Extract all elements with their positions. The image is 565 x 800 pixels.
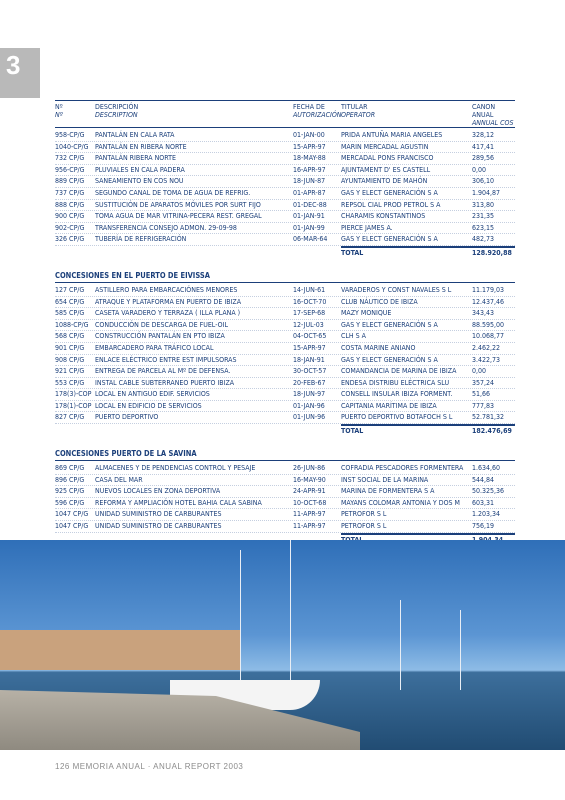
date-cell: 01-APR-87 (293, 188, 326, 197)
table-sections (55, 130, 515, 545)
table-row (55, 165, 515, 177)
concession-number: 326 CP/G (55, 235, 85, 244)
description-cell: PANTALÁN EN CALA RATA (95, 131, 175, 139)
date-cell: 18-JUN-87 (293, 177, 326, 186)
description-cell: PANTALÁN EN RIBERA NORTE (95, 142, 187, 151)
table-row (55, 285, 515, 297)
date-cell: 14-JUN-61 (293, 285, 326, 294)
description-cell: TRANSFERENCIA CONSEJO ADMON. 29-09-98 (95, 223, 237, 232)
date-cell: 18-JAN-91 (293, 355, 325, 364)
amount-cell: 777,83 (472, 401, 495, 410)
concession-number: 827 CP/G (55, 413, 85, 422)
table-row (55, 389, 515, 401)
operator-cell: CLH S A (341, 332, 366, 341)
date-cell: 30-OCT-57 (293, 367, 327, 376)
concession-number: 585 CP/G (55, 309, 85, 318)
date-cell: 18-JUN-97 (293, 390, 326, 399)
description-cell: CASA DEL MAR (95, 475, 143, 484)
operator-cell: AJUNTAMENT D' ES CASTELL (341, 165, 431, 174)
amount-cell: 357,24 (472, 378, 495, 387)
concession-number: 896 CP/G (55, 475, 85, 484)
table-row (55, 188, 515, 200)
operator-cell: CONSELL INSULAR IBIZA FORMENT. (341, 390, 453, 399)
description-cell: LOCAL EN ANTIGUO EDIF. SERVICIOS (95, 390, 210, 399)
buildings-shape (0, 630, 240, 670)
amount-cell: 3.422,73 (472, 355, 501, 364)
operator-cell: MARIN MERCADAL AGUSTIN (341, 142, 429, 151)
description-cell: CASETA VARADERO Y TERRAZA ( ILLA PLANA ) (95, 309, 241, 318)
operator-cell: COMANDANCIA DE MARINA DE IBIZA (341, 367, 457, 376)
concession-number: 596 CP/G (55, 498, 85, 507)
concession-number: 178(1)-COP (55, 401, 92, 410)
amount-cell: 2.462,22 (472, 343, 501, 352)
date-cell: 04-OCT-65 (293, 332, 327, 341)
date-cell: 18-MAY-88 (293, 154, 326, 163)
concession-number: 888 CP/G (55, 200, 85, 209)
concession-number: 902-CP/G (55, 223, 85, 232)
operator-cell: PIERCE JAMES A. (341, 223, 393, 232)
date-cell: 12-JUL-03 (293, 320, 324, 329)
total-value: 182.476,69 (472, 427, 512, 436)
section-number: 3 (6, 50, 21, 80)
concession-number: 1088-CP/G (55, 320, 89, 329)
description-cell: ENTREGA DE PARCELA AL Mº DE DEFENSA. (95, 367, 231, 376)
concession-number: 889 CP/G (55, 177, 85, 186)
section-rows (55, 130, 515, 246)
concession-number: 127 CP/G (55, 285, 85, 294)
table-row (55, 412, 515, 424)
amount-cell: 231,35 (472, 212, 495, 221)
header-description: DESCRIPCIÓN DESCRIPTION (95, 103, 139, 119)
date-cell: 16-MAY-90 (293, 475, 326, 484)
concession-number: 732 CP/G (55, 154, 85, 163)
concession-number: 568 CP/G (55, 332, 85, 341)
description-cell: EMBARCADERO PARA TRÁFICO LOCAL (95, 343, 214, 352)
amount-cell: 10.068,77 (472, 332, 505, 341)
description-cell: CONDUCCIÓN DE DESCARGA DE FUEL-OIL (95, 320, 228, 329)
amount-cell: 756,19 (472, 522, 495, 531)
table-row (55, 509, 515, 521)
concession-number: 553 CP/G (55, 378, 85, 387)
amount-cell: 11.179,03 (472, 285, 505, 294)
concession-number: 958-CP/G (55, 131, 85, 139)
table-row (55, 200, 515, 212)
concession-number: 908 CP/G (55, 355, 85, 364)
concession-number: 921 CP/G (55, 367, 85, 376)
description-cell: NUEVOS LOCALES EN ZONA DEPORTIVA (95, 487, 221, 496)
date-cell: 16-APR-97 (293, 165, 326, 174)
date-cell: 26-JUN-86 (293, 464, 326, 473)
table-row (55, 223, 515, 235)
section-number-tab (0, 48, 40, 98)
table-row (55, 130, 515, 142)
table-row (55, 176, 515, 188)
operator-cell: MAZY MONIQUE (341, 309, 392, 318)
amount-cell: 417,41 (472, 142, 495, 151)
concession-number: 654 CP/G (55, 297, 85, 306)
operator-cell: ENDESA DISTRIBU ELÉCTRICA SLU (341, 378, 450, 387)
amount-cell: 52.781,32 (472, 413, 505, 422)
date-cell: 10-OCT-68 (293, 498, 327, 507)
mast-shape (400, 600, 401, 690)
table-row (55, 486, 515, 498)
operator-cell: COFRADIA PESCADORES FORMENTERA (341, 464, 464, 473)
description-cell: PLUVIALES EN CALA PADERA (95, 165, 185, 174)
operator-cell: REPSOL CIAL PROD PETROL S A (341, 200, 441, 209)
table-header (55, 100, 515, 128)
amount-cell: 289,56 (472, 154, 495, 163)
date-cell: 20-FEB-67 (293, 378, 326, 387)
description-cell: PANTALÁN RIBERA NORTE (95, 154, 176, 163)
amount-cell: 544,84 (472, 475, 495, 484)
date-cell: 16-OCT-70 (293, 297, 327, 306)
table-row (55, 343, 515, 355)
description-cell: TOMA AGUA DE MAR VITRINA-PECERA REST. GREGAL (95, 212, 262, 221)
date-cell: 01-JAN-99 (293, 223, 325, 232)
description-cell: ATRAQUE Y PLATAFORMA EN PUERTO DE IBIZA (95, 297, 242, 306)
amount-cell: 50.325,36 (472, 487, 505, 496)
table-row (55, 234, 515, 246)
amount-cell: 0,00 (472, 367, 487, 376)
operator-cell: CAPITANIA MARÍTIMA DE IBIZA (341, 401, 437, 410)
mast-shape (240, 550, 241, 690)
concession-number: 901 CP/G (55, 343, 85, 352)
total-value: 128.920,88 (472, 248, 512, 257)
table-row (55, 498, 515, 510)
operator-cell: PETROFOR S L (341, 522, 387, 531)
date-cell: 01-JAN-91 (293, 212, 325, 221)
table-row (55, 475, 515, 487)
table-row (55, 355, 515, 367)
description-cell: ASTILLERO PARA EMBARCACIÓNES MENORES (95, 285, 238, 294)
date-cell: 15-APR-97 (293, 343, 326, 352)
operator-cell: PETROFOR S L (341, 510, 387, 519)
date-cell: 11-APR-97 (293, 510, 326, 519)
total-label: TOTAL (341, 248, 364, 257)
table-row (55, 366, 515, 378)
marina-photo (0, 540, 565, 750)
amount-cell: 1.203,34 (472, 510, 501, 519)
table-row (55, 378, 515, 390)
concession-number: 737 CP/G (55, 188, 85, 197)
amount-cell: 12.437,46 (472, 297, 505, 306)
operator-cell: COSTA MARINE ANIANO (341, 343, 416, 352)
concession-number: 1047 CP/G (55, 510, 89, 519)
description-cell: ALMACENES Y DE PENDENCIAS CONTROL Y PESAJE (95, 464, 256, 473)
mast-shape (290, 540, 291, 690)
table-row (55, 320, 515, 332)
description-cell: ENLACE ELÉCTRICO ENTRE EST IMPULSORAS (95, 355, 237, 364)
date-cell: 01-JAN-96 (293, 401, 325, 410)
concession-number: 1040-CP/G (55, 142, 89, 151)
date-cell: 01-JUN-96 (293, 413, 326, 422)
operator-cell: GAS Y ELECT GENERACIÓN S A (341, 320, 438, 329)
total-label: TOTAL (341, 427, 364, 436)
amount-cell: 0,00 (472, 165, 487, 174)
table-row (55, 401, 515, 413)
amount-cell: 328,12 (472, 131, 495, 139)
table-row (55, 153, 515, 165)
description-cell: SANEAMIENTO EN COS NOU (95, 177, 184, 186)
section-rows (55, 463, 515, 533)
amount-cell: 343,43 (472, 309, 495, 318)
section-title: CONCESIONES EN EL PUERTO DE EIVISSA (55, 270, 515, 283)
description-cell: SEGUNDO CANAL DE TOMA DE AGUA DE REFRIG. (95, 188, 251, 197)
table-row (55, 308, 515, 320)
amount-cell: 313,80 (472, 200, 495, 209)
date-cell: 15-APR-97 (293, 142, 326, 151)
operator-cell: MERCADAL PONS FRANCISCO (341, 154, 434, 163)
header-no: Nº Nº (55, 103, 63, 119)
operator-cell: GAS Y ELECT GENERACIÓN S A (341, 235, 438, 244)
concession-number: 900 CP/G (55, 212, 85, 221)
date-cell: 11-APR-97 (293, 522, 326, 531)
concession-number: 178(3)-COP (55, 390, 92, 399)
date-cell: 01-JAN-00 (293, 131, 325, 139)
section-title: CONCESIONES PUERTO DE LA SAVINA (55, 448, 515, 461)
operator-cell: GAS Y ELECT GENERACIÓN S A (341, 355, 438, 364)
table-row (55, 211, 515, 223)
description-cell: UNIDAD SUMINISTRO DE CARBURANTES (95, 522, 222, 531)
operator-cell: VARADEROS Y CONST NAVALES S L (341, 285, 452, 294)
table-row (55, 521, 515, 533)
date-cell: 17-SEP-68 (293, 309, 326, 318)
header-date: FECHA DE AUTORIZACIÓN (293, 103, 342, 119)
operator-cell: MARINA DE FORMENTERA S A (341, 487, 435, 496)
description-cell: SUSTITUCIÓN DE APARATOS MÓVILES POR SURT FIJO (95, 200, 261, 209)
amount-cell: 306,10 (472, 177, 495, 186)
mast-shape (460, 610, 461, 690)
header-canon: CANON ANUAL ANNUAL COS (472, 103, 514, 127)
description-cell: TUBERÍA DE REFRIGERACIÓN (95, 235, 187, 244)
description-cell: REFORMA Y AMPLIACIÓN HOTEL BAHIA CALA SABINA (95, 498, 262, 507)
amount-cell: 482,73 (472, 235, 495, 244)
operator-cell: MAYANS COLOMAR ANTONIA Y DOS M (341, 498, 460, 507)
concession-number: 925 CP/G (55, 487, 85, 496)
operator-cell: PRIDA ANTUÑA MARIA ANGELES (341, 131, 443, 139)
total-row (55, 246, 515, 258)
table-row (55, 463, 515, 475)
date-cell: 06-MAR-64 (293, 235, 328, 244)
total-row (55, 424, 515, 436)
amount-cell: 1.904,87 (472, 188, 501, 197)
operator-cell: PUERTO DEPORTIVO BOTAFOCH S L (341, 413, 453, 422)
concession-number: 869 CP/G (55, 464, 85, 473)
amount-cell: 51,66 (472, 390, 491, 399)
amount-cell: 88.595,00 (472, 320, 505, 329)
table-row (55, 331, 515, 343)
page-footer: 126 MEMORIA ANUAL · ANUAL REPORT 2003 (55, 762, 244, 771)
description-cell: CONSTRUCCIÓN PANTALÁN EN PTO IBIZA (95, 332, 225, 341)
description-cell: UNIDAD SUMINISTRO DE CARBURANTES (95, 510, 222, 519)
description-cell: LOCAL EN EDIFICIO DE SERVICIOS (95, 401, 202, 410)
concession-number: 1047 CP/G (55, 522, 89, 531)
table-row (55, 142, 515, 154)
description-cell: PUERTO DEPORTIVO (95, 413, 159, 422)
amount-cell: 1.634,60 (472, 464, 501, 473)
operator-cell: AYUNTAMIENTO DE MAHÓN (341, 177, 428, 186)
operator-cell: CHARAMIS KONSTANTINOS (341, 212, 426, 221)
section-rows (55, 285, 515, 424)
operator-cell: CLUB NÁUTICO DE IBIZA (341, 297, 418, 306)
amount-cell: 623,15 (472, 223, 495, 232)
operator-cell: INST SOCIAL DE LA MARINA (341, 475, 429, 484)
table-row (55, 297, 515, 309)
operator-cell: GAS Y ELECT GENERACIÓN S A (341, 188, 438, 197)
date-cell: 01-DEC-88 (293, 200, 327, 209)
description-cell: INSTAL CABLE SUBTERRANEO PUERTO IBIZA (95, 378, 235, 387)
concession-number: 956-CP/G (55, 165, 85, 174)
date-cell: 24-APR-91 (293, 487, 326, 496)
concessions-table (55, 100, 515, 545)
amount-cell: 603,31 (472, 498, 495, 507)
header-titular: TITULAR OPERATOR (341, 103, 376, 119)
